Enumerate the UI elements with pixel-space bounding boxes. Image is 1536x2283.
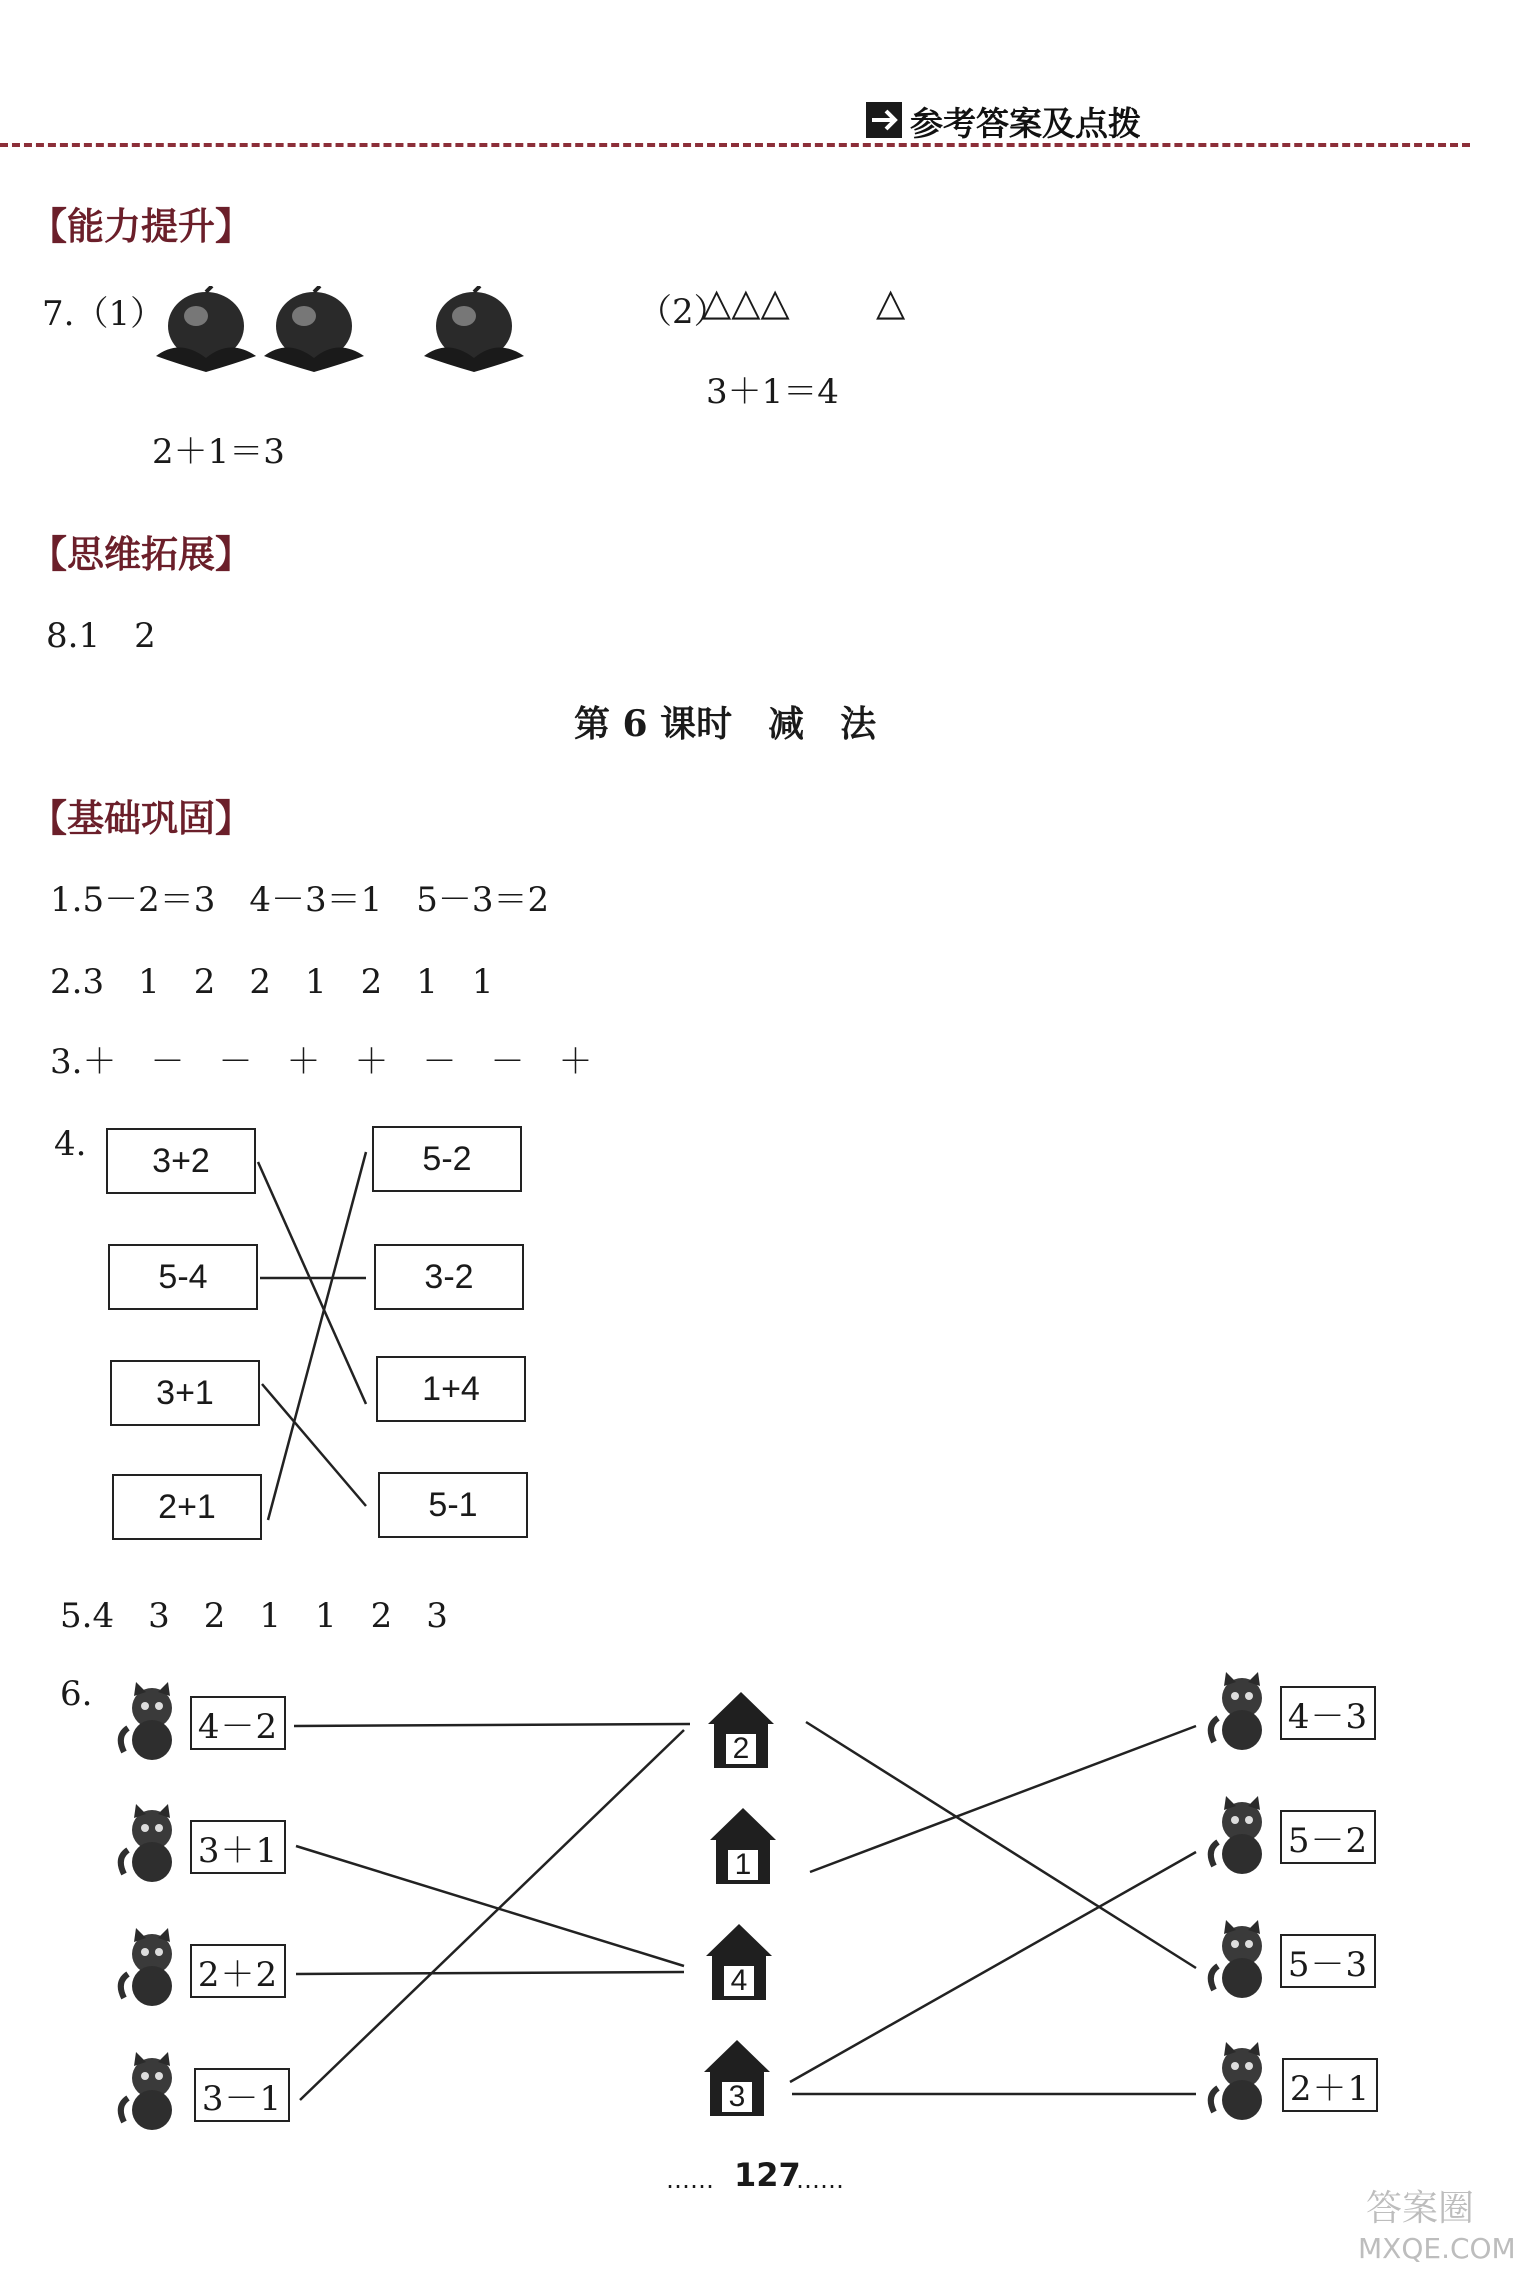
q4-line — [262, 1384, 366, 1506]
house-icon — [710, 1808, 776, 1886]
q7-label2: （2） — [638, 292, 728, 332]
house-number: 3 — [720, 2080, 754, 2114]
house-icon — [706, 1924, 772, 2002]
q4-line — [258, 1162, 366, 1404]
q4-left-box: 5-4 — [108, 1244, 258, 1310]
q4-right-box: 1+4 — [376, 1356, 526, 1422]
cat-icon — [1206, 1796, 1278, 1878]
q6-left-box: 2＋2 — [190, 1944, 286, 1998]
q6-label: 6. — [60, 1674, 93, 1714]
q4-label: 4. — [54, 1124, 87, 1164]
q4-right-box: 3-2 — [374, 1244, 524, 1310]
q7-label: 7.（1） — [42, 294, 165, 334]
q7-triangles-right: △ — [876, 280, 906, 324]
q1-answer: 1.5－2＝3 4－3＝1 5－3＝2 — [50, 880, 550, 920]
section-ability: 【能力提升】 — [30, 205, 252, 248]
watermark-logo: 答案圈 — [1366, 2188, 1475, 2229]
house-number: 1 — [726, 1848, 760, 1882]
q6-right-box: 2＋1 — [1282, 2058, 1378, 2112]
q2-answer: 2.3 1 2 2 1 2 1 1 — [50, 962, 494, 1002]
q6-line — [296, 1972, 684, 1974]
q4-left-box: 2+1 — [112, 1474, 262, 1540]
peach-icon — [418, 286, 530, 386]
q4-right-box: 5-2 — [372, 1126, 522, 1192]
cat-icon — [1206, 1920, 1278, 2002]
q6-left-box: 4－2 — [190, 1696, 286, 1750]
peach-icon — [258, 286, 370, 386]
q7-eq1: 2＋1＝3 — [152, 432, 285, 472]
lesson-title: 第 6 课时 减 法 — [574, 703, 877, 745]
cat-icon — [1206, 1672, 1278, 1754]
q4-line — [268, 1152, 366, 1520]
q6-right-box: 5－2 — [1280, 1810, 1376, 1864]
cat-icon — [116, 1682, 188, 1764]
section-thinking: 【思维拓展】 — [30, 533, 252, 576]
q7-eq2: 3＋1＝4 — [706, 372, 839, 412]
q4-left-box: 3+2 — [106, 1128, 256, 1194]
q4-right-box: 5-1 — [378, 1472, 528, 1538]
q6-left-box: 3＋1 — [190, 1820, 286, 1874]
q6-right-box: 5－3 — [1280, 1934, 1376, 1988]
q8-answer: 8.1 2 — [46, 616, 156, 656]
cat-icon — [1206, 2042, 1278, 2124]
q5-answer: 5.4 3 2 1 1 2 3 — [60, 1596, 448, 1636]
house-number: 4 — [722, 1964, 756, 1998]
q7-triangles-left: △△△ — [702, 280, 790, 324]
watermark-url: MXQE.COM — [1358, 2232, 1516, 2265]
cat-icon — [116, 1804, 188, 1886]
q3-answer: 3.＋ － － ＋ ＋ － － ＋ — [50, 1042, 593, 1082]
house-icon — [704, 2040, 770, 2118]
q6-line — [294, 1724, 690, 1726]
header-divider — [0, 143, 1470, 147]
house-number: 2 — [724, 1732, 758, 1766]
q6-line — [810, 1726, 1196, 1872]
footer-dots-right: …… — [796, 2166, 844, 2194]
q4-left-box: 3+1 — [110, 1360, 260, 1426]
q6-right-box: 4－3 — [1280, 1686, 1376, 1740]
footer-dots-left: …… — [666, 2166, 714, 2194]
q6-line — [806, 1722, 1196, 1968]
header-arrow-icon — [866, 102, 902, 138]
q6-line — [300, 1730, 684, 2100]
peach-icon — [150, 286, 262, 386]
section-basic: 【基础巩固】 — [30, 797, 252, 840]
page-number: 127 — [734, 2156, 801, 2194]
q6-line — [296, 1846, 684, 1966]
header-title: 参考答案及点拨 — [910, 104, 1141, 143]
cat-icon — [116, 2052, 188, 2134]
house-icon — [708, 1692, 774, 1770]
q6-line — [790, 1852, 1196, 2082]
q6-left-box: 3－1 — [194, 2068, 290, 2122]
cat-icon — [116, 1928, 188, 2010]
